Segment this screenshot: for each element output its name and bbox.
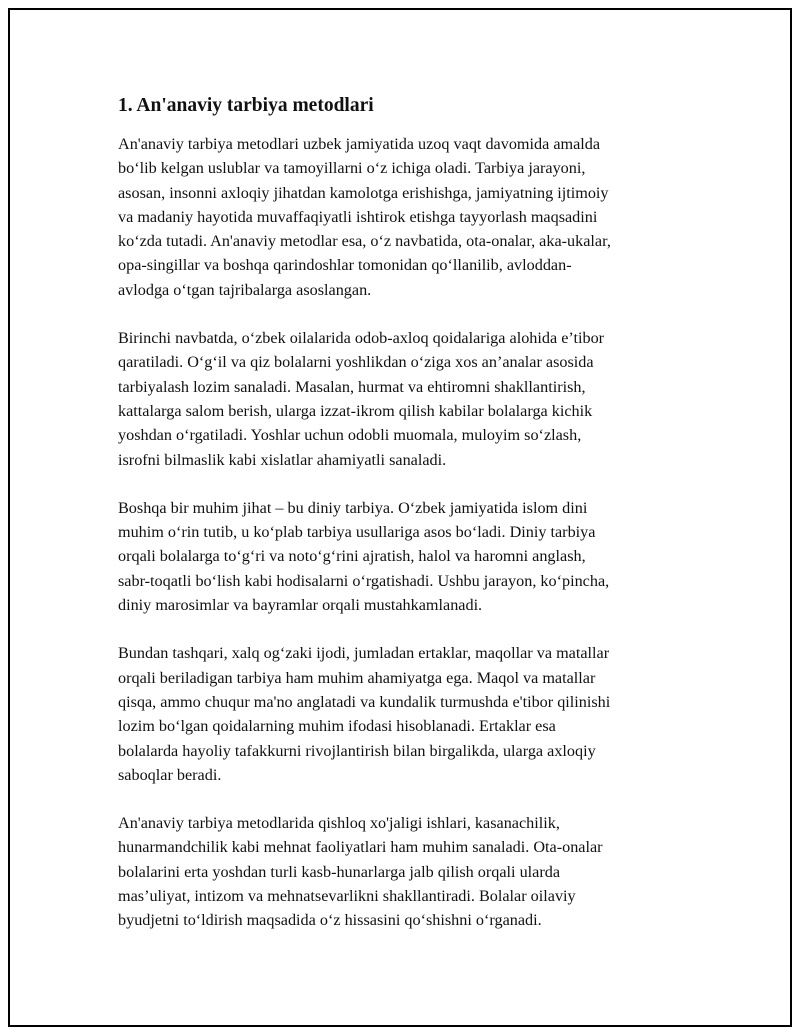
paragraph-line: orqali beriladigan tarbiya ham muhim ahamiyatga ega. Maqol va matallar xyxy=(118,668,596,687)
paragraph-line: avlodga o‘tgan tajribalarga asoslangan. xyxy=(118,280,372,299)
paragraph-2 xyxy=(118,326,690,472)
paragraph-line: bolalarini erta yoshdan turli kasb-hunarlarga jalb qilish orqali ularda xyxy=(118,862,561,881)
paragraph-line: Boshqa bir muhim jihat – bu diniy tarbiya. O‘zbek jamiyatida islom dini xyxy=(118,498,588,517)
paragraph-line: qaratiladi. O‘g‘il va qiz bolalarni yoshlikdan o‘ziga xos an’analar asosida xyxy=(118,353,594,372)
paragraph-line: lozim bo‘lgan qoidalarning muhim ifodasi hisoblanadi. Ertaklar esa xyxy=(118,717,556,736)
paragraph-line: mas’uliyat, intizom va mehnatsevarlikni shakllantiradi. Bolalar oilaviy xyxy=(118,887,576,906)
paragraph-line: ko‘zda tutadi. An'anaviy metodlar esa, o‘z navbatida, ota-onalar, aka-ukalar, xyxy=(118,232,611,251)
paragraph-line: yoshdan o‘rgatiladi. Yoshlar uchun odobli muomala, muloyim so‘zlash, xyxy=(118,426,582,445)
paragraph-5 xyxy=(118,811,690,932)
paragraph-line: Birinchi navbatda, o‘zbek oilalarida odob-axloq qoidalariga alohida e’tibor xyxy=(118,329,605,348)
paragraph-line: sabr-toqatli bo‘lish kabi hodisalarni o‘rgatishadi. Ushbu jarayon, ko‘pincha, xyxy=(118,571,610,590)
paragraph-line: isrofni bilmaslik kabi xislatlar ahamiyatli sanaladi. xyxy=(118,450,447,469)
paragraph-line: diniy marosimlar va bayramlar orqali mustahkamlanadi. xyxy=(118,596,483,615)
paragraph-line: kattalarga salom berish, ularga izzat-ikrom qilish kabilar bolalarga kichik xyxy=(118,401,593,420)
paragraph-line: Bundan tashqari, xalq og‘zaki ijodi, jumladan ertaklar, maqollar va matallar xyxy=(118,644,610,663)
paragraph-line: hunarmandchilik kabi mehnat faoliyatlari ham muhim sanaladi. Ota-onalar xyxy=(118,838,603,857)
paragraph-line: opa-singillar va boshqa qarindoshlar tomonidan qo‘llanilib, avloddan- xyxy=(118,256,572,275)
paragraph-line: An'anaviy tarbiya metodlarida qishloq xo'jaligi ishlari, kasanachilik, xyxy=(118,814,560,833)
paragraph-4 xyxy=(118,641,690,787)
paragraph-3 xyxy=(118,496,690,617)
paragraph-line: asosan, insonni axloqiy jihatdan kamolotga erishishga, jamiyatning ijtimoiy xyxy=(118,183,609,202)
paragraph-line: saboqlar beradi. xyxy=(118,765,222,784)
document-body xyxy=(118,94,690,957)
paragraph-line: tarbiyalash lozim sanaladi. Masalan, hurmat va ehtiromni shakllantirish, xyxy=(118,377,586,396)
paragraph-line: bo‘lib kelgan uslublar va tamoyillarni o‘z ichiga oladi. Tarbiya jarayoni, xyxy=(118,159,586,178)
section-heading: 1. An'anaviy tarbiya metodlari xyxy=(118,95,374,116)
paragraph-line: bolalarda hayoliy tafakkurni rivojlantirish bilan birgalikda, ularga axloqiy xyxy=(118,741,596,760)
paragraph-line: qisqa, ammo chuqur ma'no anglatadi va kundalik turmushda e'tibor qilinishi xyxy=(118,692,611,711)
paragraph-line: byudjetni to‘ldirish maqsadida o‘z hissasini qo‘shishni o‘rganadi. xyxy=(118,911,542,930)
paragraph-1 xyxy=(118,132,690,302)
paragraph-line: orqali bolalarga to‘g‘ri va noto‘g‘rini ajratish, halol va haromni anglash, xyxy=(118,547,586,566)
paragraph-line: An'anaviy tarbiya metodlari uzbek jamiyatida uzoq vaqt davomida amalda xyxy=(118,135,601,153)
paragraph-line: muhim o‘rin tutib, u ko‘plab tarbiya usullariga asos bo‘ladi. Diniy tarbiya xyxy=(118,523,596,542)
paragraph-line: va madaniy hayotida muvaffaqiyatli ishtirok etishga tayyorlash maqsadini xyxy=(118,207,598,226)
